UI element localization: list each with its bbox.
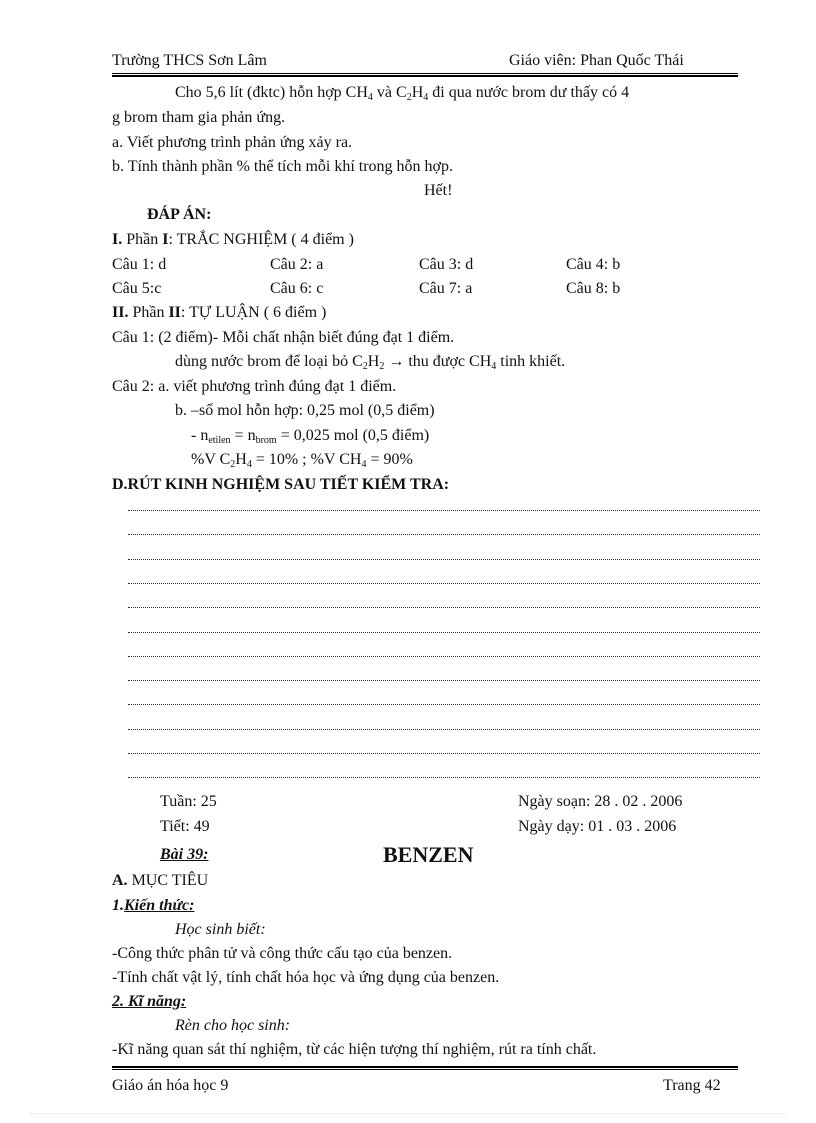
- knowledge-item: -Tính chất vật lý, tính chất hóa học và ứng dụng của benzen.: [112, 969, 500, 986]
- end-mark: Hết!: [424, 182, 453, 199]
- answer-q2-percent: %V $C_2H_4 = 10\%$ ; %V $CH_4 = 90\%$: [191, 451, 413, 470]
- skills-heading: 2. Kĩ năng:: [112, 993, 187, 1010]
- mc-answer: Câu 4: b: [566, 256, 621, 273]
- answer-heading: ĐÁP ÁN:: [147, 206, 212, 223]
- lesson-prep-date: Ngày soạn: 28 . 02 . 2006: [518, 793, 683, 810]
- review-dotted-line: [128, 656, 760, 657]
- answer-q2-b: b. –số mol hỗn hợp: 0,25 mol (0,5 điểm): [175, 402, 435, 419]
- review-dotted-line: [128, 753, 760, 754]
- review-heading: D.RÚT KINH NGHIỆM SAU TIẾT KIỂM TRA:: [112, 476, 450, 493]
- objectives-heading: A. MỤC TIÊU: [112, 872, 209, 889]
- page-number: Trang 42: [663, 1077, 721, 1094]
- review-dotted-line: [128, 729, 760, 730]
- lesson-period: Tiết: 49: [160, 818, 210, 835]
- problem-part-a: a. Viết phương trình phản ứng xảy ra.: [112, 134, 353, 151]
- skills-item: -Kĩ năng quan sát thí nghiệm, từ các hiện tượng thí nghiệm, rút ra tính chất.: [112, 1041, 597, 1058]
- review-dotted-line: [128, 583, 760, 584]
- review-dotted-line: [128, 559, 760, 560]
- lesson-title: BENZEN: [383, 842, 474, 867]
- header-school: Trường THCS Sơn Lâm: [112, 52, 267, 69]
- review-dotted-line: [128, 777, 760, 778]
- review-dotted-line: [128, 632, 760, 633]
- problem-line-1: Cho 5,6 lít (đktc) hỗn hợp $CH_4$ và $C_2H_4$ đi qua nước brom dư thấy có 4: [175, 84, 630, 103]
- mc-answer: Câu 6: c: [270, 280, 324, 297]
- answer-q2-moles: - $n_{etilen} = n_{brom} = 0,025$ mol (0,5 điểm): [191, 427, 430, 446]
- mc-answer: Câu 8: b: [566, 280, 621, 297]
- review-dotted-line: [128, 607, 760, 608]
- review-dotted-line: [128, 680, 760, 681]
- answer-q1: Câu 1: (2 điểm)- Mỗi chất nhận biết đúng đạt 1 điểm.: [112, 329, 455, 346]
- review-dotted-line: [128, 534, 760, 535]
- knowledge-item: -Công thức phân tử và công thức cấu tạo của benzen.: [112, 945, 453, 962]
- knowledge-heading: 1.Kiến thức:: [112, 897, 195, 914]
- mc-answer: Câu 3: d: [419, 256, 474, 273]
- mc-answer: Câu 2: a: [270, 256, 324, 273]
- problem-part-b: b. Tính thành phần % thể tích mỗi khí trong hỗn hợp.: [112, 158, 454, 175]
- footer-rule: [112, 1066, 738, 1070]
- knowledge-intro: Học sinh biết:: [175, 921, 266, 938]
- mc-answer: Câu 5:c: [112, 280, 162, 297]
- mc-answer: Câu 1: d: [112, 256, 167, 273]
- skills-intro: Rèn cho học sinh:: [175, 1017, 291, 1034]
- header-teacher: Giáo viên: Phan Quốc Thái: [509, 52, 684, 69]
- footer-title: Giáo án hóa học 9: [112, 1077, 229, 1094]
- header-rule: [112, 73, 738, 77]
- mc-answer: Câu 7: a: [419, 280, 473, 297]
- lesson-label: Bài 39:: [160, 846, 209, 863]
- lesson-teach-date: Ngày dạy: 01 . 03 . 2006: [518, 818, 677, 835]
- problem-line-2: g brom tham gia phản ứng.: [112, 109, 286, 126]
- part-2-heading: II. Phần II: TỰ LUẬN ( 6 điểm ): [112, 304, 327, 321]
- answer-q1-detail: dùng nước brom để loại bỏ $C_2H_2$ → thu được $CH_4$ tinh khiết.: [175, 353, 566, 372]
- part-1-heading: I. Phần I: TRẮC NGHIỆM ( 4 điểm ): [112, 231, 354, 248]
- review-dotted-line: [128, 704, 760, 705]
- review-dotted-line: [128, 510, 760, 511]
- lesson-week: Tuần: 25: [160, 793, 217, 810]
- page-bottom-border: [30, 1113, 786, 1114]
- answer-q2: Câu 2: a. viết phương trình đúng đạt 1 điểm.: [112, 378, 397, 395]
